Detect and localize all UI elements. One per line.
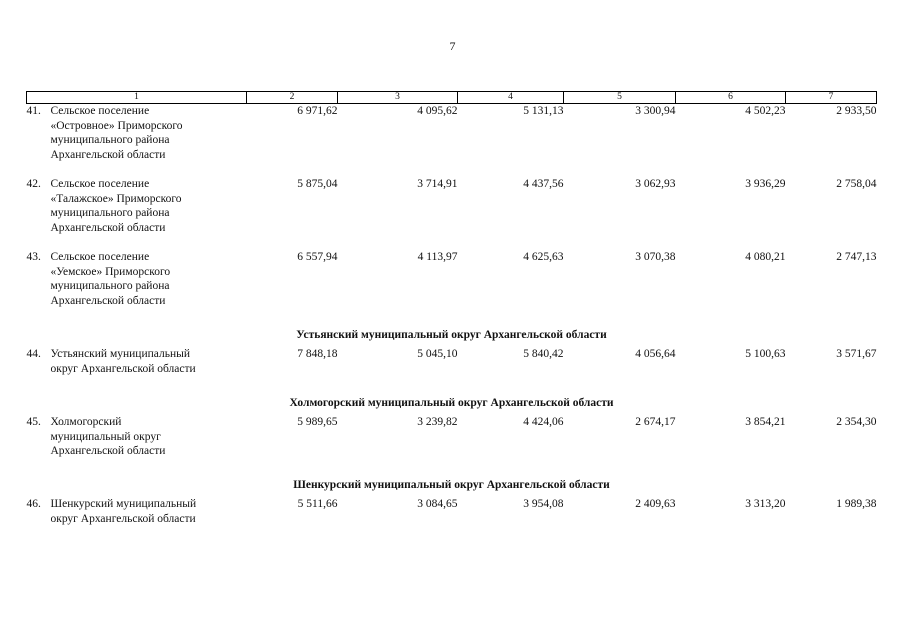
data-table — [26, 91, 877, 541]
value-cell-col-3: 3 714,91 — [417, 178, 458, 190]
value-cell-col-4: 4 625,63 — [523, 251, 564, 263]
column-header: 4 — [458, 92, 564, 104]
row-name-cell — [27, 177, 247, 250]
value-cell-col-5: 4 056,64 — [635, 348, 676, 360]
row-name-cell — [27, 347, 247, 391]
value-cell-col-7: 2 933,50 — [836, 105, 877, 117]
row-number: 46. — [26, 498, 41, 510]
value-cell-col-4: 3 954,08 — [523, 498, 564, 510]
row-number: 44. — [26, 348, 41, 360]
value-cell-col-7: 2 354,30 — [836, 416, 877, 428]
section-heading-row — [27, 473, 877, 497]
value-cell-col-3: 4 095,62 — [417, 105, 458, 117]
value-cell-col-6: 5 100,63 — [745, 348, 786, 360]
table-row — [27, 104, 877, 178]
value-cell-col-4: 5 840,42 — [523, 348, 564, 360]
page-number: 7 — [449, 39, 456, 53]
column-header: 6 — [676, 92, 786, 104]
table-row — [27, 177, 877, 250]
municipality-name: Сельское поселение «Талажское» Приморского муниципального района Архангельской области — [50, 178, 182, 234]
table-row — [27, 347, 877, 391]
row-name-cell — [27, 415, 247, 473]
municipality-name: Устьянский муниципальный округ Архангельской области — [50, 348, 196, 375]
column-header: 5 — [564, 92, 676, 104]
row-number: 45. — [26, 416, 41, 428]
value-cell-col-3: 5 045,10 — [417, 348, 458, 360]
municipality-name: Холмогорский муниципальный округ Архангельской области — [50, 416, 166, 458]
value-cell-col-5: 2 674,17 — [635, 416, 676, 428]
column-header: 3 — [338, 92, 458, 104]
value-cell-col-6: 4 080,21 — [745, 251, 786, 263]
municipality-name: Сельское поселение «Уемское» Приморского муниципального района Архангельской области — [50, 251, 171, 307]
value-cell-col-5: 3 062,93 — [635, 178, 676, 190]
value-cell-col-4: 5 131,13 — [523, 105, 564, 117]
value-cell-col-4: 4 424,06 — [523, 416, 564, 428]
table-row — [27, 497, 877, 541]
value-cell-col-4: 4 437,56 — [523, 178, 564, 190]
section-heading-row — [27, 391, 877, 415]
value-cell-col-6: 4 502,23 — [745, 105, 786, 117]
value-cell-col-3: 3 084,65 — [417, 498, 458, 510]
table-row — [27, 250, 877, 323]
municipality-name: Шенкурский муниципальный округ Архангельской области — [50, 498, 197, 525]
value-cell-col-3: 3 239,82 — [417, 416, 458, 428]
value-cell-col-6: 3 936,29 — [745, 178, 786, 190]
row-number: 41. — [26, 105, 41, 117]
value-cell-col-3: 4 113,97 — [417, 251, 458, 263]
row-name-cell — [27, 104, 247, 178]
value-cell-col-5: 3 070,38 — [635, 251, 676, 263]
value-cell-col-7: 3 571,67 — [836, 348, 877, 360]
row-name-cell — [27, 497, 247, 541]
value-cell-col-2: 7 848,18 — [297, 348, 338, 360]
row-name-cell — [27, 250, 247, 323]
value-cell-col-7: 2 747,13 — [836, 251, 877, 263]
value-cell-col-6: 3 854,21 — [745, 416, 786, 428]
column-header: 1 — [27, 92, 247, 104]
section-heading: Холмогорский муниципальный округ Архангельской области — [289, 396, 614, 409]
row-number: 43. — [26, 251, 41, 263]
value-cell-col-5: 3 300,94 — [635, 105, 676, 117]
column-header: 2 — [247, 92, 338, 104]
section-heading: Устьянский муниципальный округ Архангельской области — [296, 328, 607, 341]
column-header: 7 — [786, 92, 877, 104]
table-row — [27, 415, 877, 473]
value-cell-col-2: 5 511,66 — [297, 498, 338, 510]
section-heading-row — [27, 323, 877, 347]
value-cell-col-7: 2 758,04 — [836, 178, 877, 190]
column-number-header — [27, 92, 877, 104]
section-heading: Шенкурский муниципальный округ Архангельской области — [293, 478, 610, 491]
municipality-name: Сельское поселение «Островное» Приморского муниципального района Архангельской области — [50, 105, 183, 161]
value-cell-col-2: 5 875,04 — [297, 178, 338, 190]
value-cell-col-5: 2 409,63 — [635, 498, 676, 510]
value-cell-col-2: 6 557,94 — [297, 251, 338, 263]
value-cell-col-2: 5 989,65 — [297, 416, 338, 428]
value-cell-col-2: 6 971,62 — [297, 105, 338, 117]
value-cell-col-6: 3 313,20 — [745, 498, 786, 510]
value-cell-col-7: 1 989,38 — [836, 498, 877, 510]
row-number: 42. — [26, 178, 41, 190]
